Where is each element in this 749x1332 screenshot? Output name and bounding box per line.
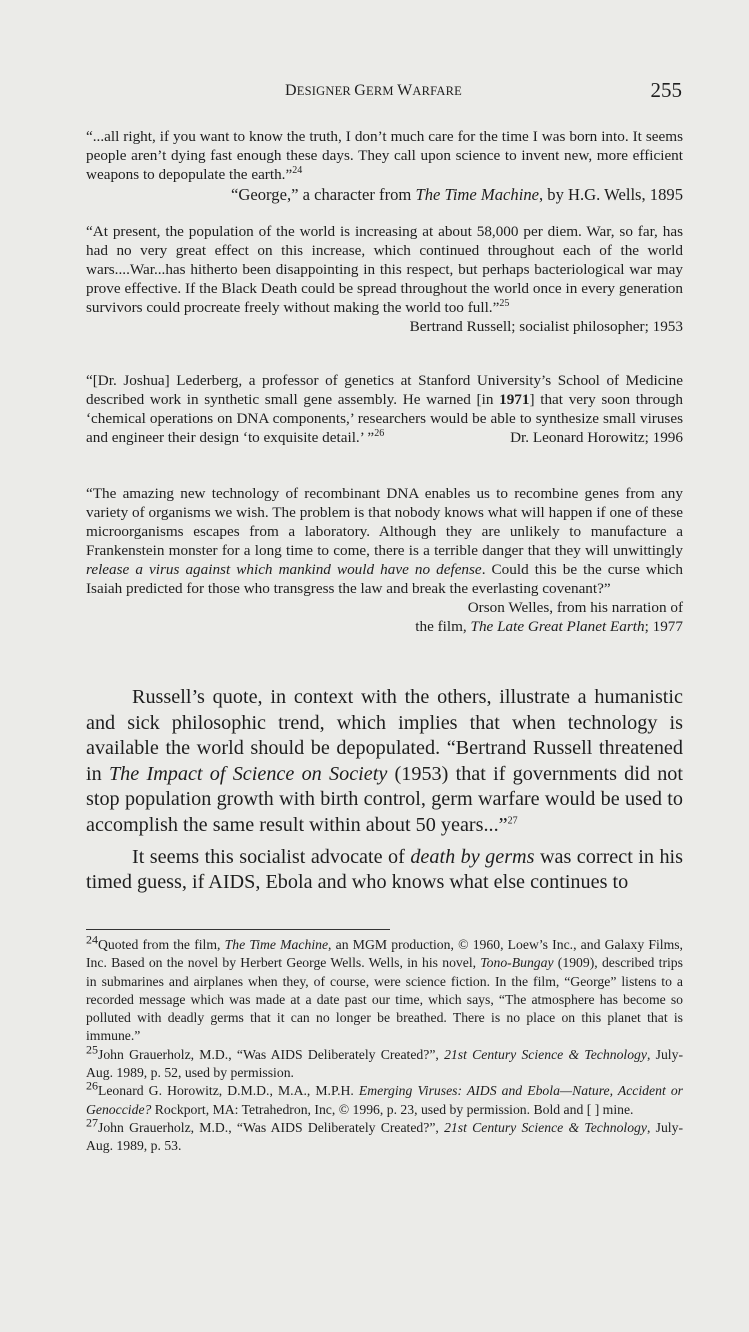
quote-attribution: “George,” a character from The Time Machine, by H.G. Wells, 1895 <box>231 185 683 204</box>
body-paragraph: Russell’s quote, in context with the others, illustrate a humanistic and sick philosophic trend, which implies that when technology is available the world should be depopulated. “Bertrand Russell threatened in The Impact of Science on Society (1953) that if governments did not stop population growth with birth control, germ warfare would be used to accomplish the same result within about 50 years...”$^{27}$ <box>86 686 684 836</box>
footnote-divider <box>86 929 390 930</box>
footnote-ref-27: 27 <box>507 815 518 827</box>
footnote-ref-26: 26 <box>374 427 385 439</box>
footnote-25: $^{25}$John Grauerholz, M.D., “Was AIDS Deliberately Created?”, 21st Century Science & Technology, July-Aug. 1989, p. 52, used by permission. <box>86 1042 684 1081</box>
quote-welles: “The amazing new technology of recombinant DNA enables us to recombine genes from any variety of organisms we wish. The problem is that nobody knows what will happen if one of these microorganisms escapes from a laboratory. Although they are unlikely to manufacture a Frankenstein monster for a long time to come, there is a terrible danger that they will unwittingly release a virus against which mankind would have no defense. Could this be the curse which Isaiah predicted for those who transgress the law and break the everlasting covenant?” Orson Welles, from his narration of the film, The Late Great Planet Earth; 1977 <box>86 485 683 635</box>
quote-russell: “At present, the population of the world is increasing at about 58,000 per diem. War, so far, has had no very great effect on this increase, which continued throughout each of the world wars....War...has hitherto been disappointing in this respect, but perhaps bacteriological war may prove effective. If the Black Death could be spread throughout the world once in every generation survivors could procreate freely without making the world too full.”$^{25}$ Bertrand Russell; socialist philosopher; 1953 <box>86 223 683 335</box>
quote-attribution-line2: the film, The Late Great Planet Earth; 1977 <box>415 618 683 635</box>
footnotes <box>86 932 684 1156</box>
footnote-ref-24: 24 <box>292 164 303 176</box>
quote-attribution: Dr. Leonard Horowitz; 1996 <box>510 429 683 446</box>
running-header <box>80 78 682 108</box>
footnote-24: $^{24}$Quoted from the film, The Time Machine, an MGM production, © 1960, Loew’s Inc., and Galaxy Films, Inc. Based on the novel by Herbert George Wells. Wells, in his novel, Tono-Bungay (1909), described trips in submarines and airplanes when they, of course, were science fiction. In the film, “George” listens to a recorded message which was made at a date past our time, which says, “The atmosphere has become so polluted with deadly germs that it can no longer be breathed. There is no place on this planet that is immune.” <box>86 932 683 1044</box>
chapter-title: DESIGNER GERM WARFARE <box>285 82 462 99</box>
footnote-26: $^{26}$Leonard G. Horowitz, D.M.D., M.A., M.P.H. Emerging Viruses: AIDS and Ebola—Nature, Accident or Genoccide? Rockport, MA: Tetrahedron, Inc, © 1996, p. 23, used by permission. Bold and [ ] mine. <box>86 1078 683 1117</box>
body-paragraph: It seems this socialist advocate of death by germs was correct in his timed guess, if AIDS, Ebola and who knows what else continues to <box>86 845 684 894</box>
page-number: 255 <box>650 78 682 102</box>
footnote-ref-25: 25 <box>499 297 510 309</box>
quote-attribution-line1: Orson Welles, from his narration of <box>467 599 683 616</box>
quote-attribution: Bertrand Russell; socialist philosopher; 1953 <box>409 318 683 335</box>
quote-lederberg: “[Dr. Joshua] Lederberg, a professor of genetics at Stanford University’s School of Medicine described work in synthetic small gene assembly. He warned [in 1971] that very soon through ‘chemical operations on DNA components,’ researchers would be able to synthesize small viruses and engineer their design ‘to exquisite detail.’ ”$^{26}$ Dr. Leonard Horowitz; 1996 <box>86 372 683 446</box>
quote-george: “...all right, if you want to know the truth, I don’t much care for the time I was born into. It seems people aren’t dying fast enough these days. They call upon science to invent new, more efficient weapons to depopulate the earth.”$^{24}$ “George,” a character from The Time Machine, by H.G. Wells, 1895 <box>86 128 683 204</box>
body-text <box>86 685 683 896</box>
footnote-27: $^{27}$John Grauerholz, M.D., “Was AIDS Deliberately Created?”, 21st Century Science & Technology, July-Aug. 1989, p. 53. <box>86 1115 684 1154</box>
